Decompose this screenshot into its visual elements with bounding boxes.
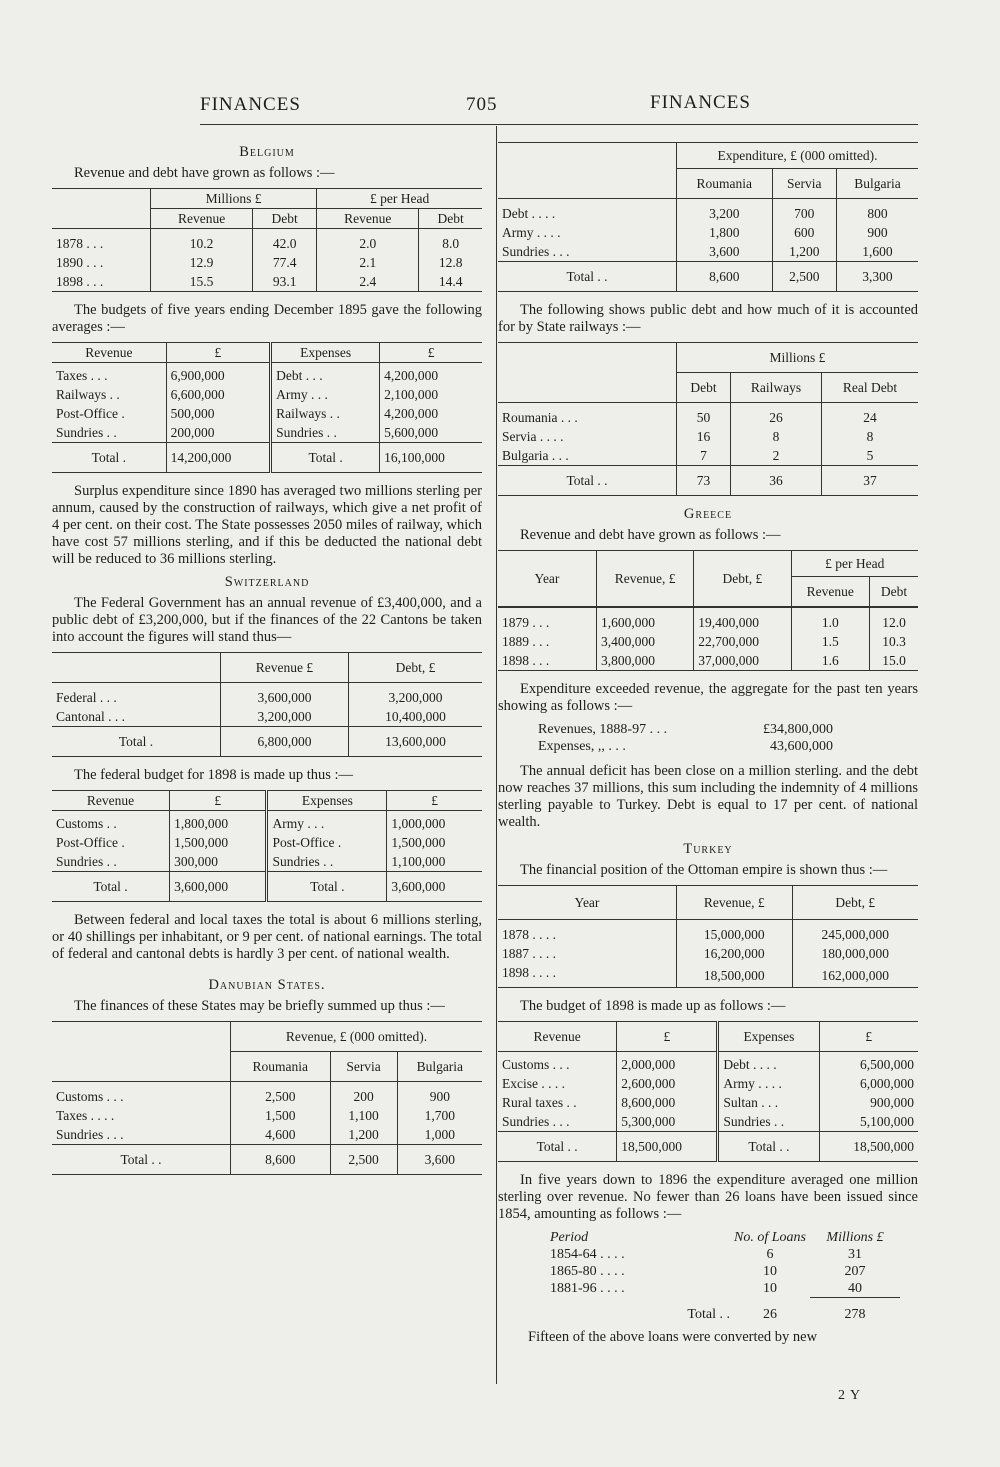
table-row xyxy=(52,363,482,386)
row-label: Cantonal . . . xyxy=(56,709,125,724)
cell: 300,000 xyxy=(170,852,267,872)
turkey-budget-table xyxy=(498,1021,918,1162)
column-header: Debt, £ xyxy=(694,551,791,607)
loans-header xyxy=(498,1229,918,1246)
belgium-budget-table xyxy=(52,342,482,473)
cell: 16,200,000 xyxy=(677,944,793,963)
cell: 37 xyxy=(822,466,918,496)
cell: Railways . . xyxy=(56,387,120,402)
loan-count: 26 xyxy=(763,1307,777,1322)
cell: 18,500,000 xyxy=(617,1132,718,1162)
signature-mark: 2 Y xyxy=(838,1388,862,1403)
cell: 3,600 xyxy=(397,1145,482,1175)
section-heading-turkey: Turkey xyxy=(683,841,733,857)
group-header: Revenue, £ (000 omitted). xyxy=(231,1022,483,1052)
row-label: 1898 . . . xyxy=(56,274,104,289)
cell: 6,600,000 xyxy=(166,385,271,404)
row-label: 1887 . . . . xyxy=(502,946,556,961)
loans-total-row xyxy=(498,1306,918,1323)
table-row xyxy=(498,1112,918,1132)
table-row xyxy=(52,385,482,404)
cell: 1,500 xyxy=(231,1106,331,1125)
cell: 15.0 xyxy=(870,651,919,671)
cell: 1,000 xyxy=(397,1125,482,1145)
cell: 1,100 xyxy=(330,1106,397,1125)
group-header: £ per Head xyxy=(317,189,482,209)
group-header: Millions £ xyxy=(151,189,317,209)
cell: 162,000,000 xyxy=(792,963,918,988)
cell: 10,400,000 xyxy=(348,707,482,727)
cell: Excise . . . . xyxy=(502,1076,565,1091)
total-row xyxy=(52,1145,482,1175)
cell: Army . . . . xyxy=(718,1074,819,1093)
row-label: Debt . . . . xyxy=(502,206,556,221)
danubian-debt-table xyxy=(498,342,918,496)
cell: 15,000,000 xyxy=(677,920,793,945)
cell: 1,500,000 xyxy=(170,833,267,852)
cell: Total . . xyxy=(52,1145,231,1175)
cell: Post-Office . xyxy=(267,833,387,852)
cell: 2,500 xyxy=(772,262,836,292)
table-row xyxy=(498,446,918,466)
table-row xyxy=(52,707,482,727)
cell: 3,300 xyxy=(836,262,918,292)
column-header: Revenue xyxy=(533,1029,581,1044)
cell: 19,400,000 xyxy=(694,608,791,633)
cell: 4,200,000 xyxy=(380,363,482,386)
total-row xyxy=(498,466,918,496)
cell: 1,100,000 xyxy=(387,852,482,872)
cell: 73 xyxy=(677,466,731,496)
total-row xyxy=(498,262,918,292)
cell: 1,200 xyxy=(330,1125,397,1145)
cell: 200 xyxy=(330,1082,397,1107)
turkey-budget-intro: The budget of 1898 is made up as follows :— xyxy=(520,998,786,1014)
cell: 1,600 xyxy=(836,242,918,262)
cell: 4,200,000 xyxy=(380,404,482,423)
column-header: Debt xyxy=(870,577,919,607)
table-row xyxy=(52,1082,482,1107)
table-row xyxy=(498,920,918,945)
list-item xyxy=(538,738,918,755)
group-header: Expenditure, £ (000 omitted). xyxy=(677,143,919,169)
cell: 5,300,000 xyxy=(617,1112,718,1132)
table-row xyxy=(52,272,482,292)
cell: Sundries . . . xyxy=(502,1114,570,1129)
row-label: Roumania . . . xyxy=(502,410,578,425)
table-row xyxy=(52,852,482,872)
cell: 4,600 xyxy=(231,1125,331,1145)
table-row xyxy=(52,811,482,834)
list-item xyxy=(498,1246,918,1263)
cell: Total . xyxy=(52,872,170,902)
cell: 1,600,000 xyxy=(597,608,694,633)
cell: 200,000 xyxy=(166,423,271,443)
column-header: £ xyxy=(387,791,482,811)
table-row xyxy=(498,242,918,262)
row-label: Customs . . . xyxy=(56,1089,124,1104)
cell: 245,000,000 xyxy=(792,920,918,945)
cell: 42.0 xyxy=(253,229,317,254)
cell: Army . . . xyxy=(271,385,380,404)
column-header: Revenue xyxy=(86,793,135,808)
column-header: Revenue £ xyxy=(221,653,349,683)
cell: 36 xyxy=(731,466,822,496)
column-header: Bulgaria xyxy=(836,169,918,199)
cell: 12.9 xyxy=(151,253,253,272)
cell: 1,800,000 xyxy=(170,811,267,834)
switzerland-federal-budget-table xyxy=(52,790,482,902)
total-row xyxy=(498,1132,918,1162)
belgium-surplus-text: Surplus expenditure since 1890 has averaged two millions sterling per annum, caused by the construction of railways, which give a net profit of 4 per cent. on their cost. The State possesses 2050 miles of railway, which have cost 57 millions sterling, and if this be deducted the national debt will be reduced to 36 millions sterling. xyxy=(52,483,482,567)
cell: 5,100,000 xyxy=(819,1112,918,1132)
column-header: Revenue xyxy=(317,209,419,229)
cell: 1,800 xyxy=(677,223,773,242)
greece-deficit-text: The annual deficit has been close on a million sterling. and the debt now reaches 37 millions, this sum including the indemnity of 4 millions sterling payable to Turkey. Debt is equal to 17 per cent. of national wealth. xyxy=(498,763,918,830)
row-label: 1898 . . . xyxy=(502,653,550,668)
right-column xyxy=(498,138,918,1352)
cell: 8.0 xyxy=(419,229,482,254)
cell: 1,200 xyxy=(772,242,836,262)
list-item xyxy=(498,1263,918,1280)
row-label: Sundries . . . xyxy=(56,1127,124,1142)
loan-count: 10 xyxy=(763,1264,777,1279)
row-label: 1898 . . . . xyxy=(502,965,556,980)
total-row xyxy=(52,872,482,902)
cell: Taxes . . . xyxy=(56,368,108,383)
group-header: Millions £ xyxy=(677,343,919,373)
page-number: 705 xyxy=(466,94,498,115)
cell: 1.5 xyxy=(791,632,869,651)
cell: 16,100,000 xyxy=(380,443,482,473)
column-header: Servia xyxy=(772,169,836,199)
cell: 700 xyxy=(772,199,836,224)
cell: 14.4 xyxy=(419,272,482,292)
cell: 2,600,000 xyxy=(617,1074,718,1093)
running-head-left: FINANCES xyxy=(200,94,301,115)
cell: Total . . xyxy=(498,1132,617,1162)
cell: 5 xyxy=(822,446,918,466)
cell: Sultan . . . xyxy=(718,1093,819,1112)
cell: 18,500,000 xyxy=(677,963,793,988)
cell: 2,500 xyxy=(231,1082,331,1107)
column-header: Roumania xyxy=(231,1052,331,1082)
cell: 900 xyxy=(836,223,918,242)
running-head-right: FINANCES xyxy=(650,92,751,113)
cell: 3,600 xyxy=(677,242,773,262)
column-header: £ xyxy=(819,1022,918,1052)
cell: Sundries . . xyxy=(56,854,117,869)
loan-millions: 40 xyxy=(810,1280,900,1298)
cell: Sundries . . xyxy=(271,423,380,443)
loan-count: 6 xyxy=(766,1247,774,1262)
column-header: Debt xyxy=(677,373,731,403)
table-row xyxy=(52,1125,482,1145)
cell: 3,600,000 xyxy=(387,872,482,902)
turkey-intro: The financial position of the Ottoman empire is shown thus :— xyxy=(520,862,888,878)
page-header xyxy=(0,88,1000,124)
total-row xyxy=(52,727,482,757)
total-row xyxy=(52,443,482,473)
cell: Total . xyxy=(52,443,166,473)
section-heading-greece: Greece xyxy=(683,506,733,522)
section-heading-belgium: Belgium xyxy=(239,144,295,160)
cell: 10.3 xyxy=(870,632,919,651)
cell: 12.8 xyxy=(419,253,482,272)
cell: 8 xyxy=(731,427,822,446)
column-header: Revenue, £ xyxy=(597,551,694,607)
cell: 12.0 xyxy=(870,608,919,633)
turkey-table xyxy=(498,885,918,988)
turkey-closing-text: Fifteen of the above loans were converted by new xyxy=(528,1329,818,1345)
row-label: 1879 . . . xyxy=(502,615,550,630)
list-item xyxy=(498,1280,918,1306)
row-label: 1890 . . . xyxy=(56,255,104,270)
table-row xyxy=(498,1074,918,1093)
turkey-loans-text: In five years down to 1896 the expenditure averaged one million sterling over revenue. No fewer than 26 loans have been issued since 1854, amounting as follows :— xyxy=(498,1172,918,1222)
cell: 500,000 xyxy=(166,404,271,423)
cell: 600 xyxy=(772,223,836,242)
period: 1865-80 . . . . xyxy=(550,1264,625,1279)
cell: 50 xyxy=(677,403,731,428)
column-header: Debt, £ xyxy=(792,886,918,920)
table-row xyxy=(52,253,482,272)
cell: 3,600,000 xyxy=(221,683,349,708)
switzerland-federal-intro: The federal budget for 1898 is made up thus :— xyxy=(74,767,354,783)
cell: Sundries . . xyxy=(267,852,387,872)
cell: Total . . xyxy=(498,262,677,292)
cell: 180,000,000 xyxy=(792,944,918,963)
row-label: Federal . . . xyxy=(56,690,117,705)
danubian-expenditure-table xyxy=(498,142,918,292)
cell: Sundries . . xyxy=(718,1112,819,1132)
greece-aggregate-list xyxy=(538,721,918,755)
cell: Sundries . . xyxy=(56,425,117,440)
cell: 2,000,000 xyxy=(617,1052,718,1075)
row-label: Army . . . . xyxy=(502,225,561,240)
cell: 3,800,000 xyxy=(597,651,694,671)
table-row xyxy=(52,404,482,423)
cell: 5,600,000 xyxy=(380,423,482,443)
row-label: Sundries . . . xyxy=(502,244,570,259)
row-label: 1878 . . . . xyxy=(502,927,556,942)
cell: Railways . . xyxy=(271,404,380,423)
list-label: Expenses, ,, . . . xyxy=(538,739,626,754)
column-header: Revenue xyxy=(151,209,253,229)
cell: 3,200,000 xyxy=(221,707,349,727)
cell: Post-Office . xyxy=(56,835,125,850)
cell: Debt . . . . xyxy=(718,1052,819,1075)
header-rule xyxy=(200,124,918,125)
loan-millions: 207 xyxy=(844,1264,866,1279)
cell: 18,500,000 xyxy=(819,1132,918,1162)
cell: 2.4 xyxy=(317,272,419,292)
cell: 2.0 xyxy=(317,229,419,254)
cell: Total . xyxy=(267,872,387,902)
total-label: Total . . xyxy=(687,1307,730,1322)
cell: Rural taxes . . xyxy=(502,1095,577,1110)
switzerland-intro: The Federal Government has an annual revenue of £3,400,000, and a public debt of £3,200,000, but if the finances of the 22 Cantons be taken into account the figures will stand thus— xyxy=(52,595,482,645)
list-item xyxy=(538,721,918,738)
column-header: Roumania xyxy=(677,169,773,199)
column-header: Real Debt xyxy=(822,373,918,403)
cell: 6,900,000 xyxy=(166,363,271,386)
table-row xyxy=(52,423,482,443)
column-header: Expenses xyxy=(271,343,380,363)
column-header: Debt xyxy=(253,209,317,229)
cell: 15.5 xyxy=(151,272,253,292)
table-row xyxy=(498,651,918,671)
cell: 800 xyxy=(836,199,918,224)
table-row xyxy=(52,229,482,254)
column-header: Revenue, £ xyxy=(677,886,793,920)
column-header: Debt, £ xyxy=(348,653,482,683)
section-heading-danubian: Danubian States. xyxy=(208,977,326,993)
cell: 2 xyxy=(731,446,822,466)
cell: 14,200,000 xyxy=(166,443,271,473)
column-header: Debt xyxy=(419,209,482,229)
row-label: Taxes . . . . xyxy=(56,1108,115,1123)
cell: 8,600,000 xyxy=(617,1093,718,1112)
danubian-debt-intro: The following shows public debt and how much of it is accounted for by State railways :— xyxy=(498,302,918,335)
table-row xyxy=(498,608,918,633)
danubian-revenue-table xyxy=(52,1021,482,1175)
table-row xyxy=(498,632,918,651)
column-header: £ xyxy=(380,343,482,363)
cell: 3,400,000 xyxy=(597,632,694,651)
column-header: Servia xyxy=(330,1052,397,1082)
column-header: £ xyxy=(166,343,271,363)
table-row xyxy=(498,223,918,242)
greece-table xyxy=(498,550,918,671)
switzerland-taxes-text: Between federal and local taxes the total is about 6 millions sterling, or 40 shillings per inhabitant, or 9 per cent. of national earnings. The total of federal and cantonal debts is hardly 3 per cent. of national wealth. xyxy=(52,912,482,962)
column-header: Revenue xyxy=(85,345,133,360)
cell: 16 xyxy=(677,427,731,446)
loan-millions: 278 xyxy=(844,1307,866,1322)
row-label: 1878 . . . xyxy=(56,236,104,251)
loan-millions: 31 xyxy=(848,1247,862,1262)
cell: 93.1 xyxy=(253,272,317,292)
belgium-intro: Revenue and debt have grown as follows :— xyxy=(74,165,335,181)
cell: 22,700,000 xyxy=(694,632,791,651)
cell: 2.1 xyxy=(317,253,419,272)
cell: 6,500,000 xyxy=(819,1052,918,1075)
cell: Post-Office . xyxy=(56,406,125,421)
switzerland-table xyxy=(52,652,482,757)
group-header: £ per Head xyxy=(791,551,918,577)
cell: Total . . xyxy=(718,1132,819,1162)
list-value: £34,800,000 xyxy=(763,722,833,737)
column-header: Bulgaria xyxy=(397,1052,482,1082)
row-label: Servia . . . . xyxy=(502,429,564,444)
cell: Army . . . xyxy=(267,811,387,834)
cell: 6,800,000 xyxy=(221,727,349,757)
cell: 10.2 xyxy=(151,229,253,254)
row-label: 1889 . . . xyxy=(502,634,550,649)
cell: 1,000,000 xyxy=(387,811,482,834)
cell: 1,700 xyxy=(397,1106,482,1125)
cell: 900 xyxy=(397,1082,482,1107)
danubian-intro: The finances of these States may be briefly summed up thus :— xyxy=(74,998,445,1014)
list-value: 43,600,000 xyxy=(770,739,833,754)
greece-intro: Revenue and debt have grown as follows :— xyxy=(520,527,781,543)
cell: 1.0 xyxy=(791,608,869,633)
cell: 24 xyxy=(822,403,918,428)
column-divider xyxy=(496,126,497,1384)
table-row xyxy=(498,427,918,446)
column-header: No. of Loans xyxy=(734,1230,806,1245)
column-header: Expenses xyxy=(267,791,387,811)
cell: 1.6 xyxy=(791,651,869,671)
cell: 8 xyxy=(822,427,918,446)
cell: 37,000,000 xyxy=(694,651,791,671)
table-row xyxy=(52,683,482,708)
cell: 3,600,000 xyxy=(170,872,267,902)
cell: 8,600 xyxy=(231,1145,331,1175)
table-row xyxy=(498,944,918,963)
section-heading-switzerland: Switzerland xyxy=(224,574,310,590)
cell: 900,000 xyxy=(819,1093,918,1112)
table-row xyxy=(52,1106,482,1125)
table-row xyxy=(52,833,482,852)
table-row xyxy=(498,963,918,988)
cell: 2,500 xyxy=(330,1145,397,1175)
table-row xyxy=(498,403,918,428)
belgium-growth-table xyxy=(52,188,482,292)
cell: Debt . . . xyxy=(271,363,380,386)
turkey-loans-list xyxy=(498,1229,918,1323)
cell: 1,500,000 xyxy=(387,833,482,852)
column-header: Year xyxy=(574,895,600,910)
cell: Total . xyxy=(52,727,221,757)
column-header: Revenue xyxy=(791,577,869,607)
column-header: Railways xyxy=(731,373,822,403)
cell: Customs . . . xyxy=(502,1057,570,1072)
cell: Customs . . xyxy=(56,816,117,831)
belgium-budget-intro: The budgets of five years ending December 1895 gave the following averages :— xyxy=(52,302,482,335)
list-label: Revenues, 1888-97 . . . xyxy=(538,722,668,737)
column-header: Millions £ xyxy=(826,1230,884,1245)
column-header: Expenses xyxy=(718,1022,819,1052)
column-header: £ xyxy=(170,791,267,811)
column-header: Period xyxy=(550,1230,589,1245)
column-header: £ xyxy=(617,1022,718,1052)
cell: 77.4 xyxy=(253,253,317,272)
cell: Total . xyxy=(271,443,380,473)
cell: Total . . xyxy=(498,466,677,496)
cell: 3,200,000 xyxy=(348,683,482,708)
cell: 13,600,000 xyxy=(348,727,482,757)
period: 1881-96 . . . . xyxy=(550,1281,625,1296)
table-row xyxy=(498,1052,918,1075)
cell: 6,000,000 xyxy=(819,1074,918,1093)
period: 1854-64 . . . . xyxy=(550,1247,625,1262)
cell: 3,200 xyxy=(677,199,773,224)
loan-count: 10 xyxy=(763,1281,777,1296)
table-row xyxy=(498,199,918,224)
cell: 2,100,000 xyxy=(380,385,482,404)
table-row xyxy=(498,1093,918,1112)
row-label: Bulgaria . . . xyxy=(502,448,569,463)
cell: 26 xyxy=(731,403,822,428)
column-header: Year xyxy=(534,571,560,586)
greece-expenditure-text: Expenditure exceeded revenue, the aggregate for the past ten years showing as follows :— xyxy=(498,681,918,714)
cell: 8,600 xyxy=(677,262,773,292)
cell: 7 xyxy=(677,446,731,466)
left-column xyxy=(52,138,482,1185)
